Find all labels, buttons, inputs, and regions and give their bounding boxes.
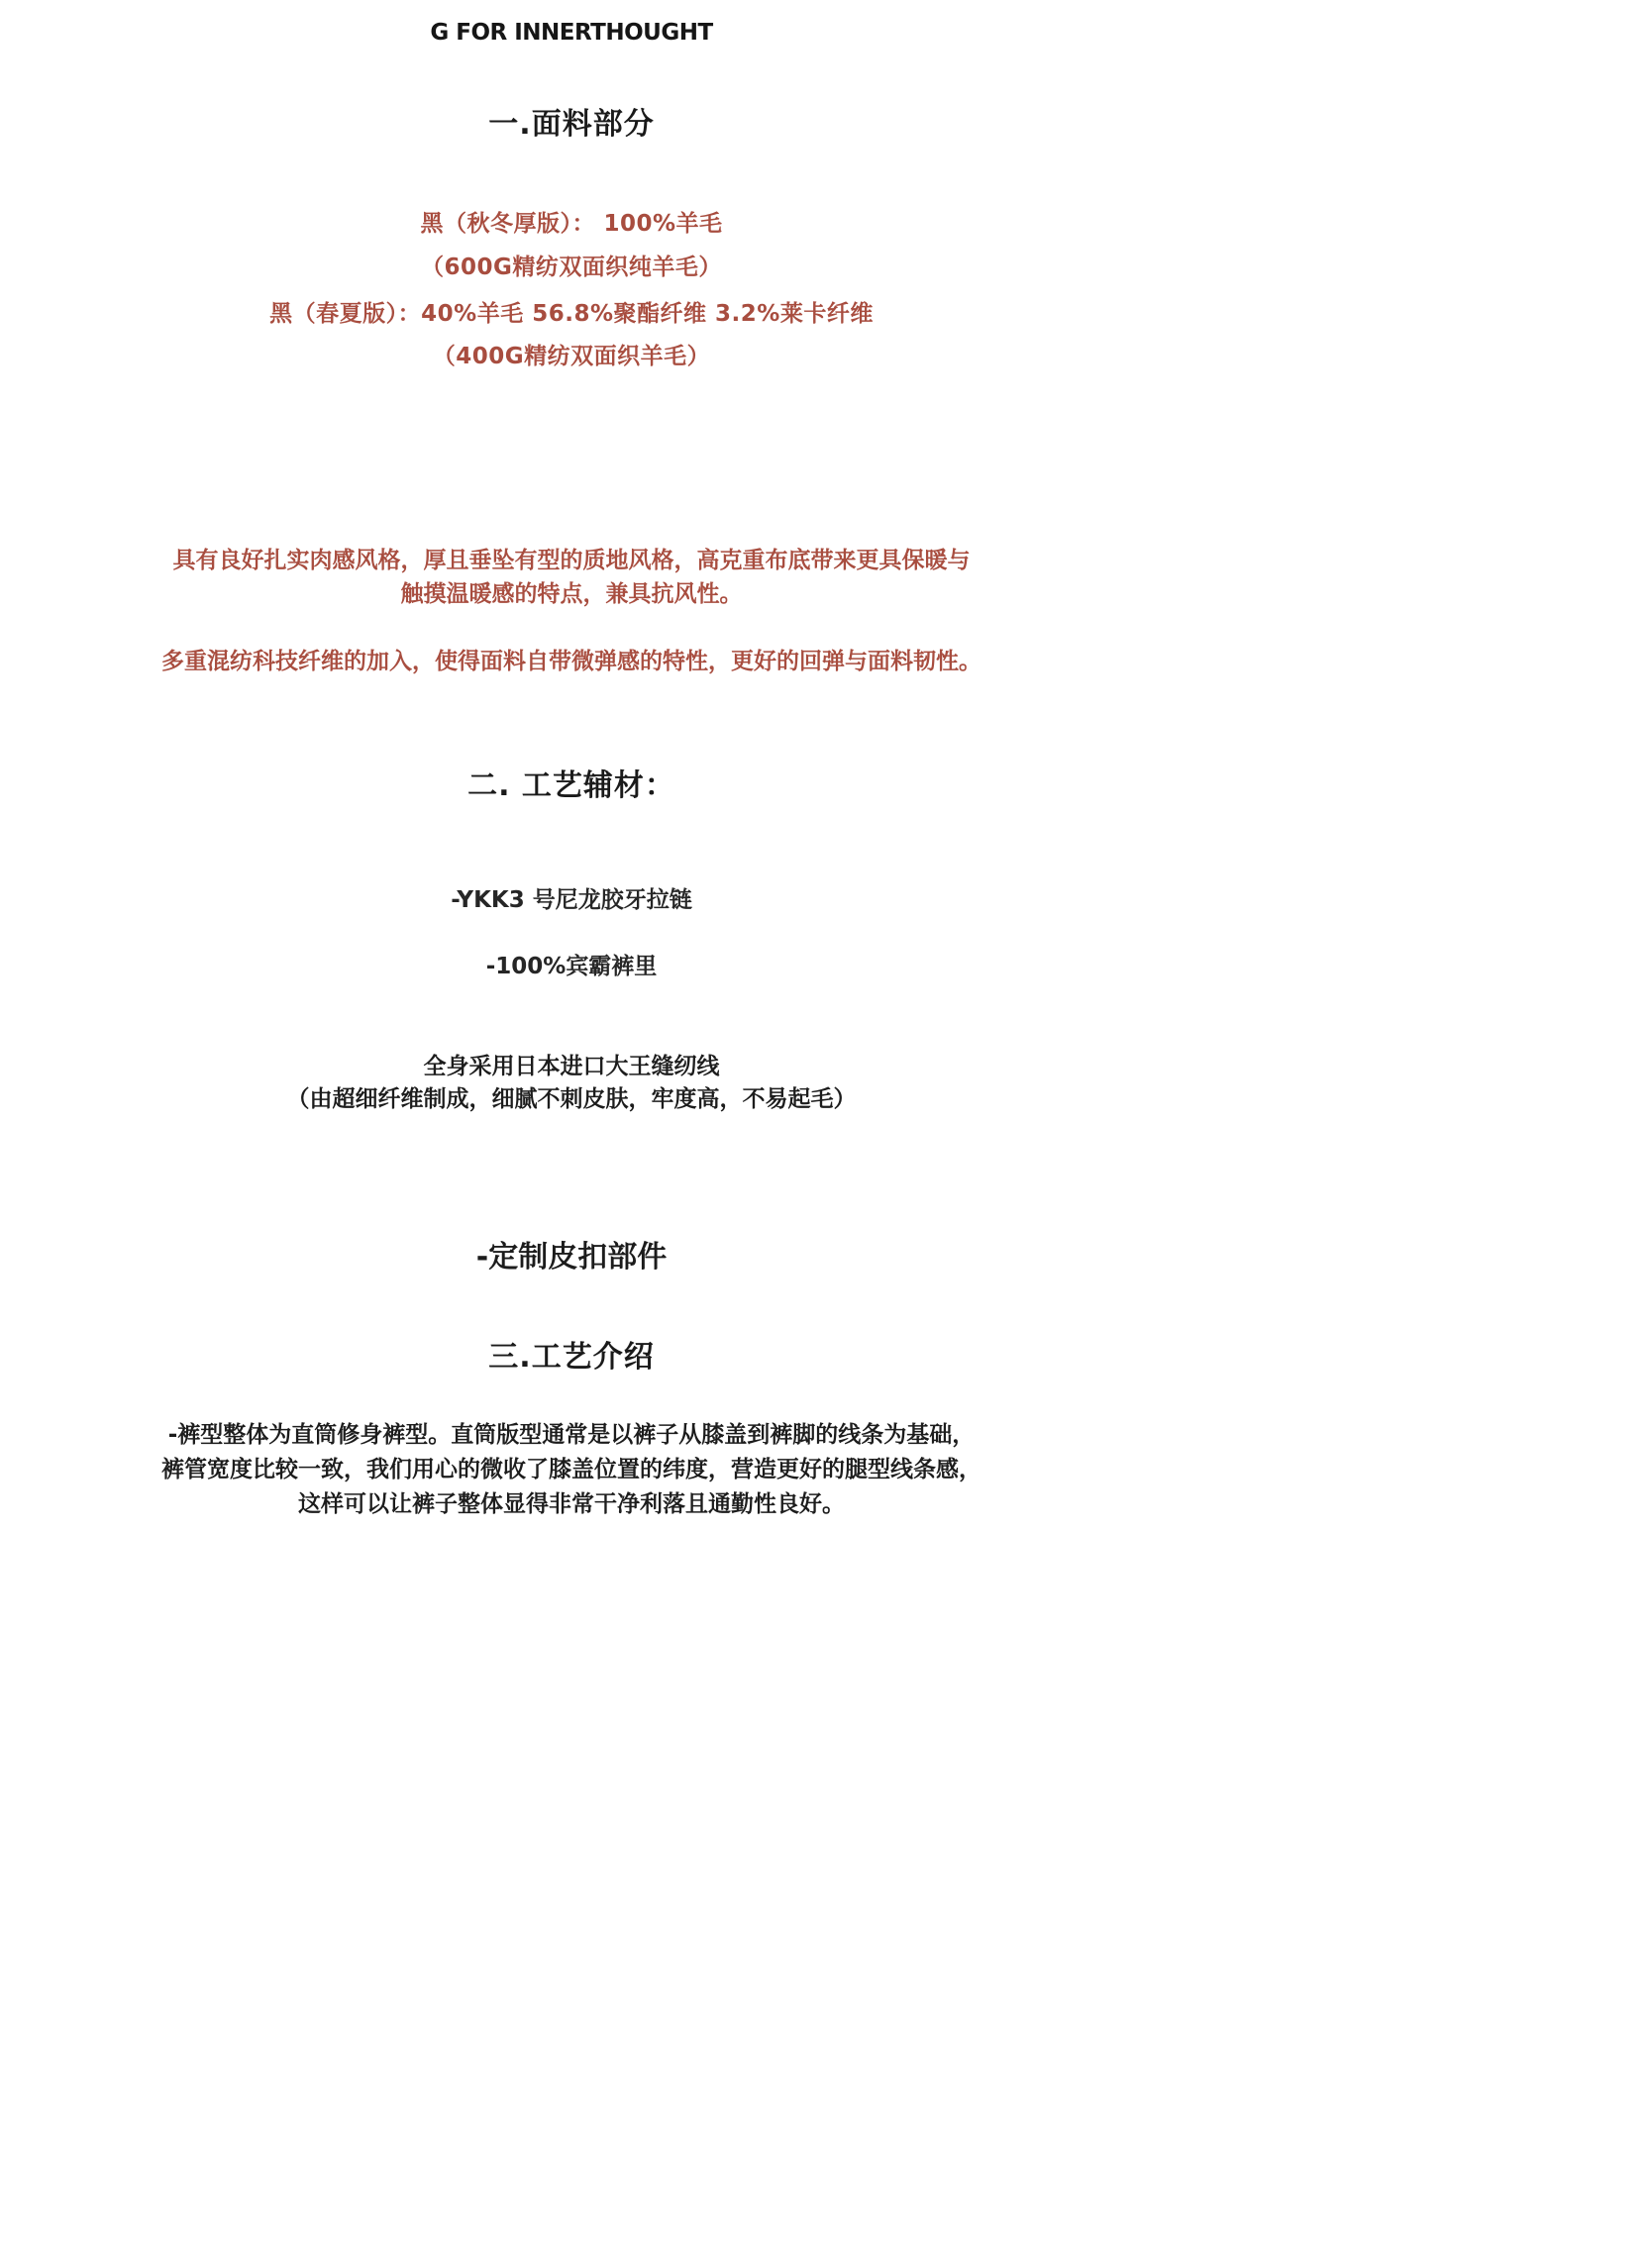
fabric-description-line: 触摸温暖感的特点，兼具抗风性。 [400,581,743,607]
fabric-description-line: 具有良好扎实肉感风格，厚且垂坠有型的质地风格，高克重布底带来更具保暖与 [172,548,971,573]
accessory-item: -YKK3 号尼龙胶牙拉链 [451,887,692,913]
craft-description-line: 这样可以让裤子整体显得非常干净利落且通勤性良好。 [298,1491,845,1517]
craft-description-line: -裤型整体为直筒修身裤型。直筒版型通常是以裤子从膝盖到裤脚的线条为基础， [167,1422,976,1448]
craft-description-line: 裤管宽度比较一致，我们用心的微收了膝盖位置的纬度，营造更好的腿型线条感， [161,1457,981,1482]
page [0,0,1143,1544]
fabric-line: （600G精纺双面织纯羊毛） [421,255,722,280]
section-heading-craft: 三.工艺介绍 [488,1340,655,1375]
thread-line: （由超细纤维制成，细腻不刺皮肤，牢度高，不易起毛） [286,1086,857,1112]
section-heading-fabric: 一.面料部分 [488,107,655,142]
section-heading-accessories: 二. 工艺辅材： [467,768,675,803]
fabric-line: 黑（春夏版）：40%羊毛 56.8%聚酯纤维 3.2%莱卡纤维 [269,301,874,327]
fabric-line: 黑（秋冬厚版）： 100%羊毛 [420,211,723,237]
fabric-line: （400G精纺双面织羊毛） [432,344,711,369]
fabric-stretch-note: 多重混纺科技纤维的加入，使得面料自带微弹感的特性，更好的回弹与面料韧性。 [161,649,981,674]
brand-title: G FOR INNERTHOUGHT [430,20,713,46]
leather-part-line: -定制皮扣部件 [475,1240,668,1275]
thread-line: 全身采用日本进口大王缝纫线 [423,1054,720,1079]
accessory-item: -100%宾霸裤里 [485,954,658,979]
